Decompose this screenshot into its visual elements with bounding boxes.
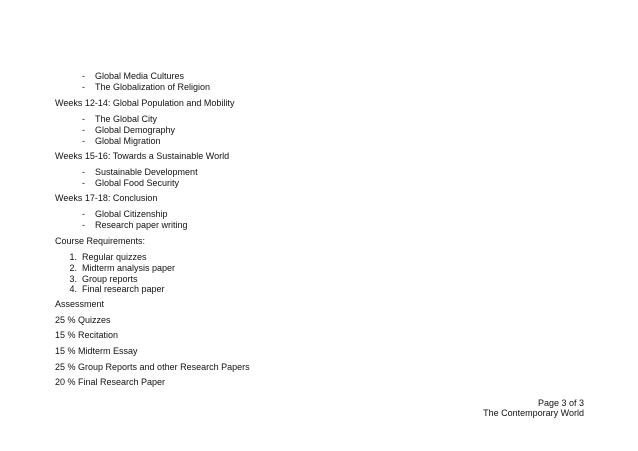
list-number: 4.	[69, 284, 77, 294]
topic-item: Sustainable Development	[95, 167, 198, 177]
topic-item: The Global City	[95, 114, 158, 124]
page-number: Page 3 of 3	[537, 398, 584, 408]
bullet-dash: -	[82, 125, 85, 135]
requirement-item: Regular quizzes	[82, 252, 147, 262]
bullet-dash: -	[82, 209, 85, 219]
bullet-dash: -	[82, 220, 85, 230]
list-number: 1.	[69, 252, 77, 262]
bullet-dash: -	[82, 82, 85, 92]
requirement-item: Midterm analysis paper	[82, 263, 176, 273]
assessment-item: 25 % Quizzes	[55, 315, 111, 325]
assessment-item: 15 % Midterm Essay	[55, 346, 138, 356]
topic-item: Global Migration	[95, 136, 161, 146]
topic-item: Global Food Security	[95, 178, 180, 188]
footer-course-title: The Contemporary World	[483, 408, 584, 418]
bullet-dash: -	[82, 114, 85, 124]
topic-item: Global Citizenship	[95, 209, 168, 219]
assessment-item: 15 % Recitation	[55, 330, 119, 340]
section-heading-weeks-15-16: Weeks 15-16: Towards a Sustainable World	[55, 151, 230, 161]
requirements-heading: Course Requirements:	[55, 236, 146, 246]
requirement-item: Group reports	[82, 274, 138, 284]
bullet-dash: -	[82, 136, 85, 146]
section-heading-weeks-17-18: Weeks 17-18: Conclusion	[55, 193, 158, 203]
requirement-item: Final research paper	[82, 284, 165, 294]
topic-item: Research paper writing	[95, 220, 188, 230]
topic-item: Global Demography	[95, 125, 176, 135]
list-number: 3.	[69, 274, 77, 284]
bullet-dash: -	[82, 178, 85, 188]
assessment-item: 20 % Final Research Paper	[55, 377, 166, 387]
bullet-dash: -	[82, 167, 85, 177]
bullet-dash: -	[82, 71, 85, 81]
assessment-item: 25 % Group Reports and other Research Papers	[55, 362, 250, 372]
topic-item: The Globalization of Religion	[95, 82, 211, 92]
section-heading-weeks-12-14: Weeks 12-14: Global Population and Mobility	[55, 98, 235, 108]
assessment-heading: Assessment	[55, 299, 105, 309]
list-number: 2.	[69, 263, 77, 273]
topic-item: Global Media Cultures	[95, 71, 185, 81]
